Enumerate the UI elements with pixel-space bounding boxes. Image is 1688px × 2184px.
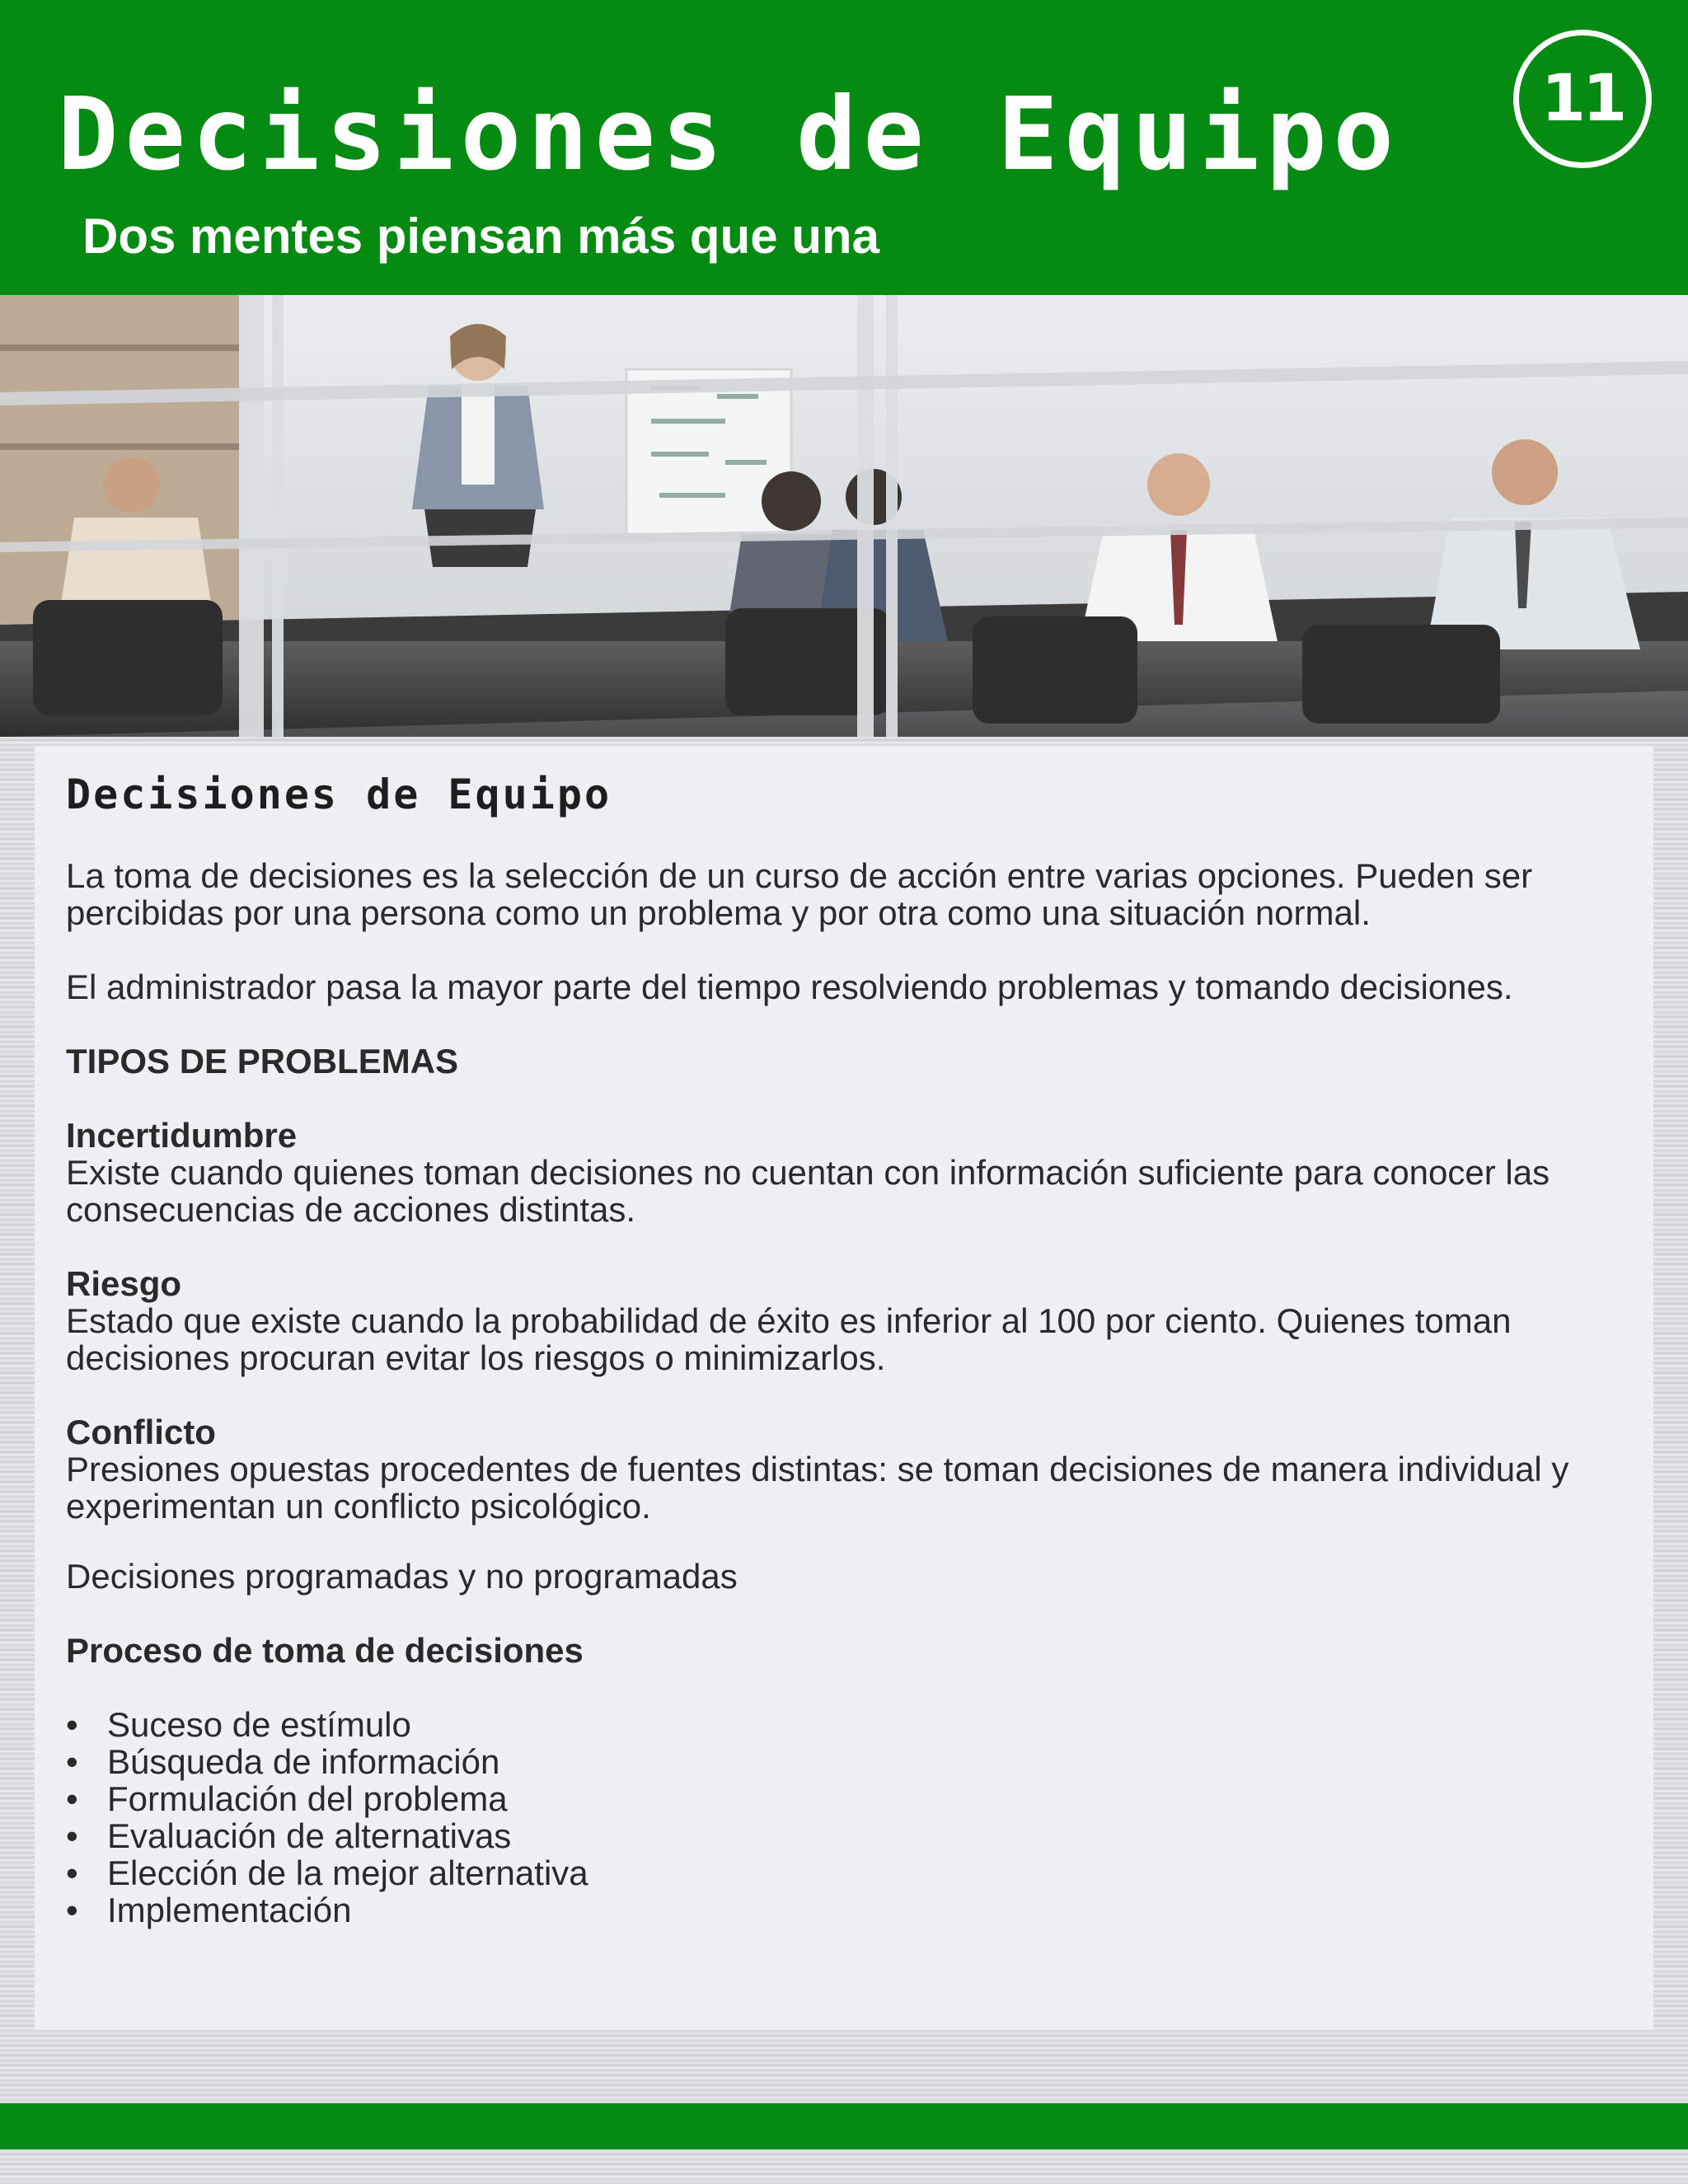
type-description-conflicto: Presiones opuestas procedentes de fuentes distintas: se toman decisiones de manera individual y experimentan un conflicto psicológico. — [66, 1450, 1569, 1526]
content-panel — [35, 746, 1653, 2030]
programmed-decisions-line: Decisiones programadas y no programadas — [66, 1557, 738, 1596]
list-item: • Formulación del problema — [66, 1779, 508, 1818]
header-banner — [0, 0, 1688, 295]
list-item: • Implementación — [66, 1891, 352, 1929]
intro-paragraph-2: El administrador pasa la mayor parte del tiempo resolviendo problemas y tomando decisiones. — [66, 968, 1513, 1006]
bullet-icon: • — [66, 1742, 78, 1781]
intro-paragraph-1: La toma de decisiones es la selección de un curso de acción entre varias opciones. Pueden ser percibidas por una persona como un problema y por otra como una situación normal. — [66, 856, 1533, 932]
bullet-icon: • — [66, 1816, 78, 1855]
meeting-room-photo — [0, 295, 1688, 737]
list-item: • Evaluación de alternativas — [66, 1816, 512, 1855]
type-name-riesgo: Riesgo — [66, 1264, 182, 1303]
bullet-icon: • — [66, 1854, 78, 1892]
process-heading: Proceso de toma de decisiones — [66, 1631, 584, 1670]
section-title: Decisiones de Equipo — [66, 771, 612, 818]
bullet-icon: • — [66, 1891, 78, 1929]
meeting-room-illustration — [0, 295, 1688, 737]
list-item: • Suceso de estímulo — [66, 1705, 411, 1744]
process-steps-list — [66, 1706, 588, 1929]
type-description-riesgo: Estado que existe cuando la probabilidad de éxito es inferior al 100 por ciento. Quienes toman decisiones procuran evitar los riesgos o minimizarlos. — [66, 1301, 1512, 1377]
bullet-icon: • — [66, 1779, 78, 1818]
type-name-incertidumbre: Incertidumbre — [66, 1116, 298, 1155]
type-description-incertidumbre: Existe cuando quienes toman decisiones no cuentan con información suficiente para conocer las consecuencias de acciones distintas. — [66, 1153, 1550, 1229]
page-number-badge: 11 — [1513, 30, 1652, 168]
type-name-conflicto: Conflicto — [66, 1413, 216, 1451]
page-title: Decisiones de Equipo — [58, 76, 1401, 193]
types-heading: TIPOS DE PROBLEMAS — [66, 1042, 459, 1080]
list-item: • Elección de la mejor alternativa — [66, 1854, 588, 1892]
footer-bar — [0, 2103, 1688, 2149]
bullet-icon: • — [66, 1705, 78, 1744]
page-subtitle: Dos mentes piensan más que una — [82, 209, 879, 264]
list-item: • Búsqueda de información — [66, 1742, 500, 1781]
